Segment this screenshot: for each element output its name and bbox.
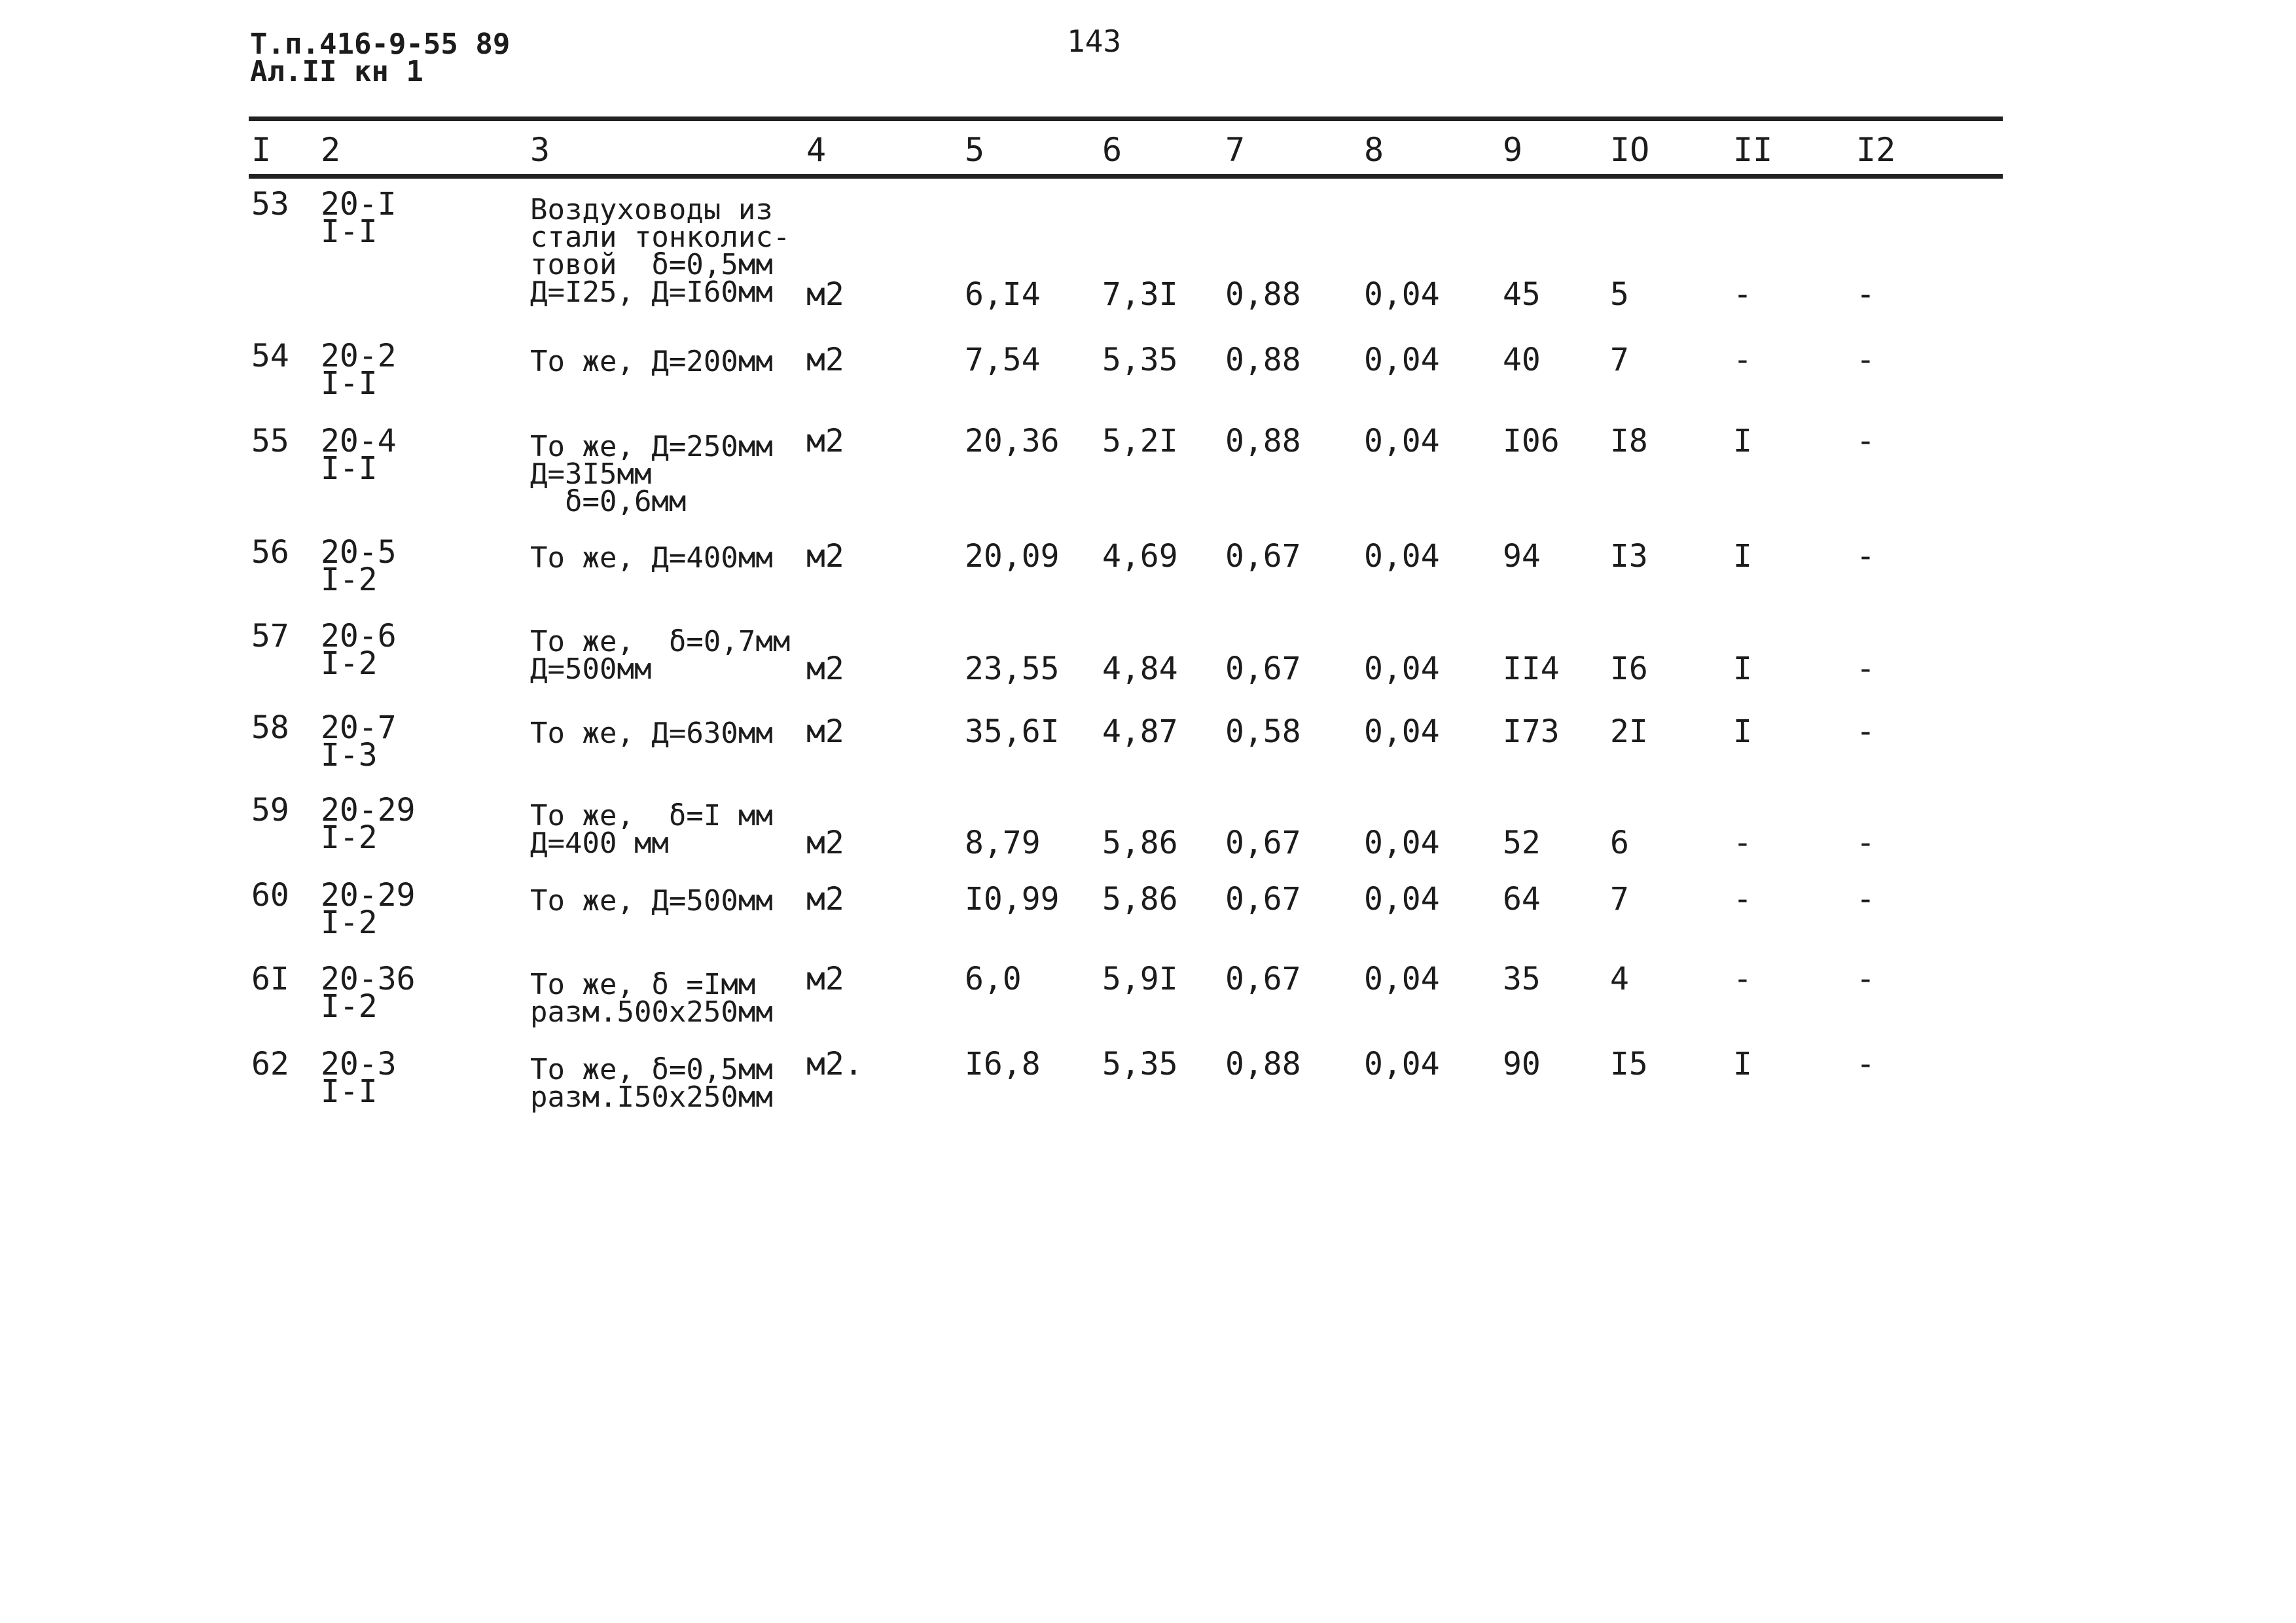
description-line: товой δ=0,5мм [530,248,773,281]
code-line-2: I-2 [321,819,378,856]
description-line: То же, δ =Iмм [530,968,756,1001]
column-header: 3 [530,131,550,169]
value-col-10: I3 [1610,538,1648,575]
value-col-11: - [1733,276,1752,313]
unit: м2 [806,713,844,750]
value-col-8: 0,04 [1364,961,1440,997]
column-header: 8 [1364,131,1384,169]
value-col-9: 90 [1503,1046,1541,1082]
column-header: 7 [1225,131,1246,169]
value-col-12: - [1856,651,1875,687]
column-header: 4 [806,131,827,169]
column-header: 2 [321,131,341,169]
value-col-7: 0,88 [1225,1046,1301,1082]
row-number: 56 [251,534,289,571]
code-line-1: 20-2 [321,338,397,374]
code-line-1: 20-I [321,186,397,223]
description-line: разм.I50х250мм [530,1080,773,1114]
value-col-6: 4,84 [1102,651,1178,687]
description-line: Д=3I5мм [530,457,652,491]
unit: м2 [806,651,844,687]
code-line-1: 20-29 [321,792,416,829]
value-col-11: - [1733,342,1752,378]
description-line: То же, Д=500мм [530,884,773,918]
value-col-9: I06 [1503,423,1560,459]
unit: м2 [806,538,844,575]
value-col-5: I6,8 [965,1046,1041,1082]
row-number: 54 [251,338,289,374]
value-col-7: 0,67 [1225,651,1301,687]
code-line-2: I-2 [321,988,378,1025]
value-col-7: 0,58 [1225,713,1301,750]
value-col-6: 4,87 [1102,713,1178,750]
value-col-6: 5,9I [1102,961,1178,997]
value-col-5: 35,6I [965,713,1060,750]
value-col-12: - [1856,538,1875,575]
value-col-6: 5,35 [1102,342,1178,378]
code-line-1: 20-29 [321,877,416,914]
value-col-12: - [1856,825,1875,861]
value-col-6: 7,3I [1102,276,1178,313]
value-col-7: 0,67 [1225,538,1301,575]
description-line: То же, δ=0,5мм [530,1053,773,1086]
value-col-8: 0,04 [1364,276,1440,313]
value-col-5: 8,79 [965,825,1041,861]
code-line-1: 20-6 [321,618,397,654]
code-line-2: I-2 [321,645,378,682]
value-col-11: I [1733,423,1752,459]
description-line: Воздуховоды из [530,193,773,226]
value-col-8: 0,04 [1364,825,1440,861]
page-number: 143 [1067,24,1122,59]
value-col-10: 7 [1610,342,1629,378]
value-col-5: 7,54 [965,342,1041,378]
unit: м2 [806,961,844,997]
code-line-1: 20-4 [321,423,397,459]
code-line-2: I-3 [321,737,378,774]
value-col-10: 7 [1610,881,1629,918]
description-line: То же, Д=200мм [530,345,773,378]
description-line: Д=500мм [530,652,652,686]
value-col-12: - [1856,713,1875,750]
column-header: I2 [1856,131,1896,169]
value-col-9: 40 [1503,342,1541,378]
value-col-5: 6,I4 [965,276,1041,313]
value-col-7: 0,67 [1225,961,1301,997]
value-col-9: 52 [1503,825,1541,861]
unit: м2. [806,1046,863,1082]
unit: м2 [806,881,844,918]
value-col-5: 23,55 [965,651,1060,687]
value-col-11: - [1733,825,1752,861]
code-line-2: I-2 [321,904,378,941]
value-col-10: 5 [1610,276,1629,313]
value-col-6: 4,69 [1102,538,1178,575]
description-line: δ=0,6мм [530,485,687,518]
unit: м2 [806,825,844,861]
value-col-11: I [1733,651,1752,687]
value-col-11: I [1733,713,1752,750]
code-line-2: I-2 [321,562,378,598]
code-line-2: I-I [321,450,378,487]
value-col-6: 5,86 [1102,881,1178,918]
value-col-6: 5,2I [1102,423,1178,459]
row-number: 60 [251,877,289,914]
unit: м2 [806,276,844,313]
column-header: 6 [1102,131,1122,169]
value-col-7: 0,67 [1225,881,1301,918]
column-header: IO [1610,131,1650,169]
value-col-5: 20,36 [965,423,1060,459]
row-number: 55 [251,423,289,459]
value-col-5: 6,0 [965,961,1022,997]
value-col-6: 5,86 [1102,825,1178,861]
value-col-10: 6 [1610,825,1629,861]
row-number: 62 [251,1046,289,1082]
value-col-11: - [1733,881,1752,918]
value-col-8: 0,04 [1364,342,1440,378]
code-line-2: I-I [321,213,378,250]
code-line-1: 20-5 [321,534,397,571]
description-line: стали тонколис- [530,221,791,254]
code-line-2: I-I [321,365,378,402]
row-number: 57 [251,618,289,654]
document-code: Т.п.416-9-55 89 [250,27,511,61]
code-line-1: 20-36 [321,961,416,997]
table-header-rule [249,174,2003,179]
value-col-10: 4 [1610,961,1629,997]
description-line: То же, Д=400мм [530,541,773,575]
description-line: То же, δ=0,7мм [530,625,791,658]
value-col-8: 0,04 [1364,1046,1440,1082]
column-header: I [251,131,272,169]
table-top-rule [249,116,2003,121]
value-col-6: 5,35 [1102,1046,1178,1082]
value-col-9: 94 [1503,538,1541,575]
unit: м2 [806,423,844,459]
value-col-7: 0,88 [1225,342,1301,378]
value-col-10: I5 [1610,1046,1648,1082]
value-col-9: 35 [1503,961,1541,997]
value-col-12: - [1856,342,1875,378]
value-col-7: 0,88 [1225,276,1301,313]
value-col-8: 0,04 [1364,651,1440,687]
value-col-5: I0,99 [965,881,1060,918]
value-col-12: - [1856,423,1875,459]
description-line: разм.500х250мм [530,995,773,1029]
value-col-9: II4 [1503,651,1560,687]
description-line: Д=400 мм [530,827,669,860]
row-number: 53 [251,186,289,223]
value-col-10: I8 [1610,423,1648,459]
value-col-12: - [1856,276,1875,313]
value-col-12: - [1856,961,1875,997]
value-col-9: 64 [1503,881,1541,918]
value-col-8: 0,04 [1364,881,1440,918]
description-line: То же, Д=630мм [530,717,773,750]
column-header: 5 [965,131,985,169]
unit: м2 [806,342,844,378]
value-col-9: 45 [1503,276,1541,313]
code-line-1: 20-3 [321,1046,397,1082]
code-line-2: I-I [321,1073,378,1110]
value-col-5: 20,09 [965,538,1060,575]
row-number: 59 [251,792,289,829]
value-col-12: - [1856,881,1875,918]
value-col-8: 0,04 [1364,423,1440,459]
value-col-11: I [1733,538,1752,575]
description-line: То же, Д=250мм [530,430,773,463]
value-col-10: I6 [1610,651,1648,687]
value-col-12: - [1856,1046,1875,1082]
row-number: 6I [251,961,289,997]
value-col-11: - [1733,961,1752,997]
description-line: Д=I25, Д=I60мм [530,276,773,309]
value-col-7: 0,88 [1225,423,1301,459]
column-header: II [1733,131,1773,169]
column-header: 9 [1503,131,1523,169]
value-col-8: 0,04 [1364,713,1440,750]
value-col-7: 0,67 [1225,825,1301,861]
album-label: Ал.II кн 1 [250,55,423,88]
value-col-8: 0,04 [1364,538,1440,575]
code-line-1: 20-7 [321,709,397,746]
value-col-9: I73 [1503,713,1560,750]
row-number: 58 [251,709,289,746]
value-col-10: 2I [1610,713,1648,750]
value-col-11: I [1733,1046,1752,1082]
description-line: То же, δ=I мм [530,799,773,832]
